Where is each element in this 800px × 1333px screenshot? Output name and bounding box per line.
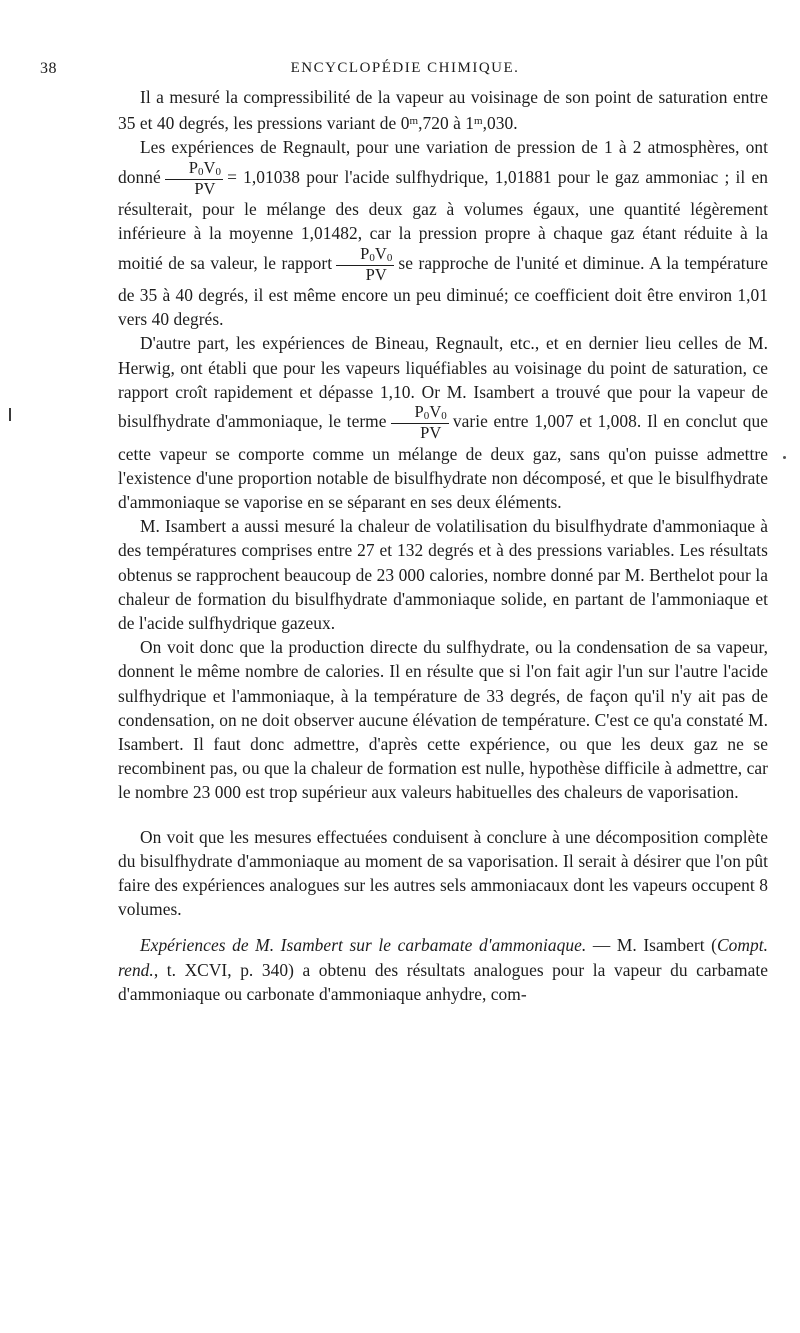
page-header [40,50,770,80]
paragraph-gap [118,805,768,825]
paragraph-conclusion: On voit que les mesures effectuées conduisent à conclure à une décomposition complète du bisulfhydrate d'ammoniaque au moment de sa vaporisation. Il serait à désirer que l'on pût faire des expériences analogues sur les autres sels ammoniacaux dont les vapeurs occupent 8 volumes. [118,826,768,920]
paragraph-carbamate: Expériences de M. Isambert sur le carbamate d'ammoniaque. — M. Isambert (Compt. rend., t. XCVI, p. 340) a obtenu des résultats analogues pour la vapeur du carbamate d'ammoniaque ou carbonate d'ammoniaque anhydre, com- [118,935,769,1004]
formula-p0v0-pv: $\frac{P0V0}{PV}$ [391,404,449,442]
citation-journal: Compt. rend. [118,935,769,980]
paragraph-volatilisation: M. Isambert a aussi mesuré la chaleur de volatilisation du bisulfhydrate d'ammoniaque à des températures comprises entre 27 et 132 degrés et à des pressions variables. Les résultats obtenus se rapprochent beaucoup de 23 000 calories, nombre donné par M. Berthelot pour la chaleur de formation du bisulfhydrate d'ammoniaque solide, en partant de l'ammoniaque et de l'acide sulfhydrique gazeux. [118,516,768,633]
margin-mark [9,408,11,421]
paragraph-compressibility: Il a mesuré la compressibilité de la vapeur au voisinage de son point de saturation entre 35 et 40 degrés, les pressions variant de 0$^m$,720 à 1$^m$,030. [118,87,768,134]
section-title: Expériences de M. Isambert sur le carbamate d'ammoniaque. [140,935,587,956]
body-text [118,85,768,1006]
paragraph-gap [118,921,768,933]
running-head: ENCYCLOPÉDIE CHIMIQUE. [290,60,520,76]
page-number: 38 [40,60,57,77]
margin-dot [783,456,786,459]
paragraph-herwig: D'autre part, les expériences de Bineau, Regnault, etc., et en dernier lieu celles de M. Herwig, ont établi que pour les vapeurs liquéfiables au voisinage du point de saturation, ce rapport croît rapidement et dépasse 1,10. Or M. Isambert a trouvé que pour la vapeur de bisulfhydrate d'ammoniaque, le terme $\frac{P0V0}{PV}$ varie entre 1,007 et 1,008. Il en conclut que cette vapeur se comporte comme un mélange de deux gaz, sans qu'on puisse admettre l'existence d'une proportion notable de bisulfhydrate non décomposé, et que le bisulfhydrate d'ammoniaque se vaporise en se séparant en ses deux éléments. [118,333,768,512]
paragraph-regnault: Les expériences de Regnault, pour une variation de pression de 1 à 2 atmosphères, ont donné $\frac{P0V0}{PV}$ = 1,01038 pour l'acide sulfhydrique, 1,01881 pour le gaz ammoniac ; il en résulterait, pour le mélange des deux gaz à volumes égaux, une quantité légèrement inférieure à la moyenne 1,01482, car la pression propre à chaque gaz étant réduite à la moitié de sa valeur, le rapport $\frac{P0V0}{PV}$ se rapproche de l'unité et diminue. A la température de 35 à 40 degrés, il est même encore un peu diminué; ce coefficient doit être environ 1,01 vers 40 degrés. [118,137,768,330]
paragraph-condensation: On voit donc que la production directe du sulfhydrate, ou la condensation de sa vapeur, donnent le même nombre de calories. Il en résulte que si l'on fait agir l'un sur l'autre l'acide sulfhydrique et l'ammoniaque, à la température de 33 degrés, de façon qu'il n'y ait pas de condensation, on ne doit observer aucune élévation de température. C'est ce qu'a constaté M. Isambert. Il faut donc admettre, d'après cette expérience, ou que les deux gaz ne se recombinent pas, ou que la chaleur de formation est nulle, hypothèse difficile à admettre, car le nombre 23 000 est trop supérieur aux valeurs habituelles des chaleurs de vaporisation. [118,637,768,803]
formula-p0v0-pv: $\frac{P0V0}{PV}$ [336,246,394,284]
formula-p0v0-pv: $\frac{P0V0}{PV}$ [165,160,223,198]
